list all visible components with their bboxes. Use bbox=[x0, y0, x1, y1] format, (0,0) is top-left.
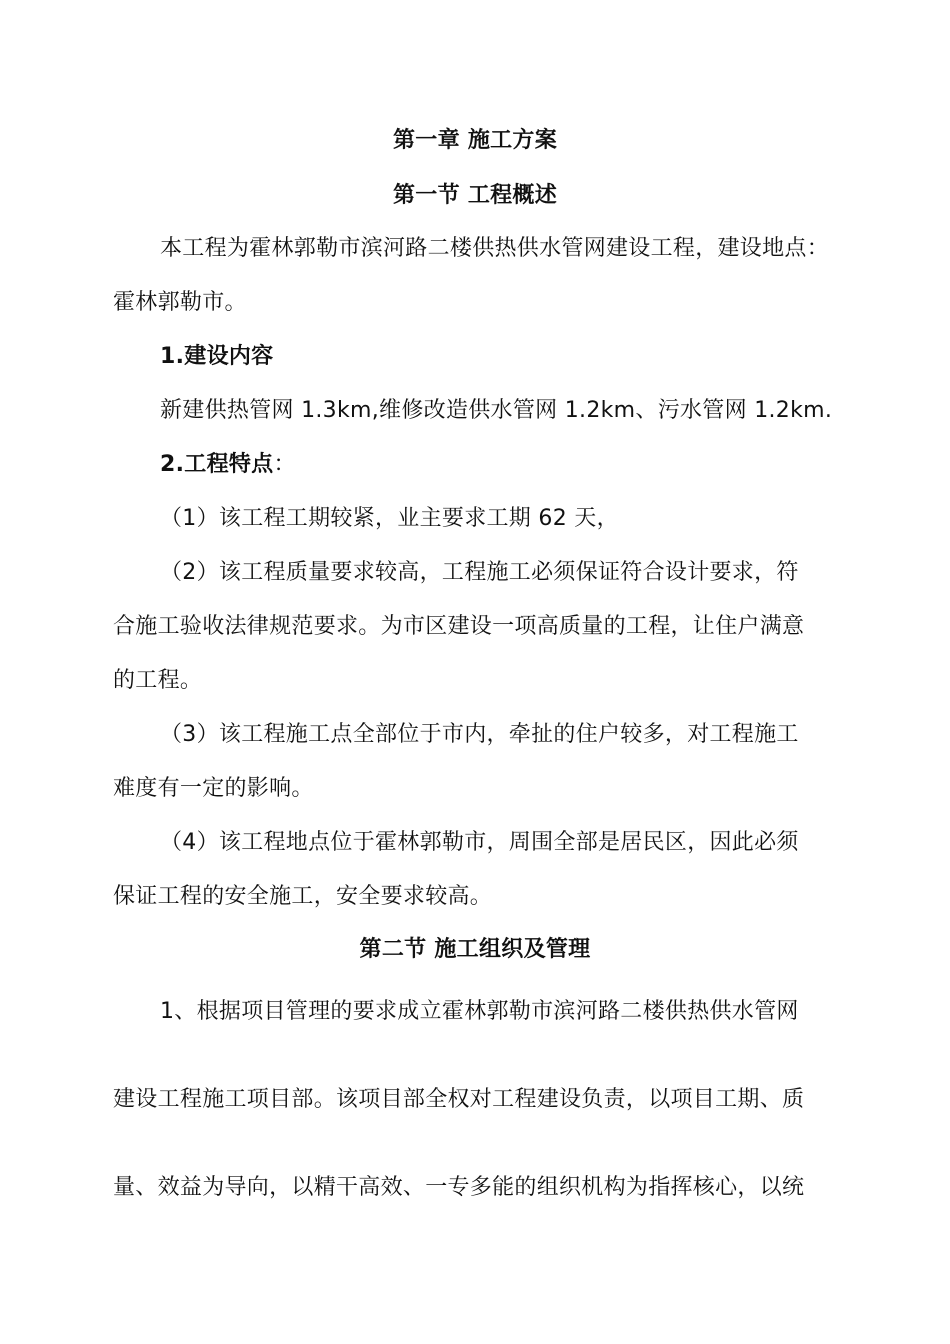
item2-heading-label: 2.工程特点 bbox=[160, 452, 274, 477]
chapter-title: 第一章 施工方案 bbox=[392, 128, 558, 153]
point2-line-2: 合施工验收法律规范要求。为市区建设一项高质量的工程，让住户满意 bbox=[113, 614, 805, 639]
item2-heading bbox=[160, 450, 296, 480]
section2-line-2: 建设工程施工项目部。该项目部全权对工程建设负责，以项目工期、质 bbox=[113, 1087, 805, 1112]
intro-line-2: 霍林郭勒市。 bbox=[113, 290, 247, 315]
section2-line-1: 1、根据项目管理的要求成立霍林郭勒市滨河路二楼供热供水管网 bbox=[160, 999, 799, 1024]
item2-heading-colon: ： bbox=[273, 452, 296, 477]
point3-line-2: 难度有一定的影响。 bbox=[113, 776, 314, 801]
point4-line-2: 保证工程的安全施工，安全要求较高。 bbox=[113, 884, 493, 909]
item1-heading: 1.建设内容 bbox=[160, 344, 274, 369]
point2-line-1: （2）该工程质量要求较高，工程施工必须保证符合设计要求，符 bbox=[160, 560, 799, 585]
point3-line-1: （3）该工程施工点全部位于市内，牵扯的住户较多，对工程施工 bbox=[160, 722, 799, 747]
section1-title: 第一节 工程概述 bbox=[392, 183, 558, 208]
section2-line-3: 量、效益为导向，以精干高效、一专多能的组织机构为指挥核心，以统 bbox=[113, 1175, 805, 1200]
item1-text: 新建供热管网 1.3km,维修改造供水管网 1.2km、污水管网 1.2km. bbox=[160, 398, 833, 423]
point2-line-3: 的工程。 bbox=[113, 668, 203, 693]
intro-line-1: 本工程为霍林郭勒市滨河路二楼供热供水管网建设工程，建设地点： bbox=[160, 236, 830, 261]
point1-line-1: （1）该工程工期较紧，业主要求工期 62 天， bbox=[160, 506, 619, 531]
point4-line-1: （4）该工程地点位于霍林郭勒市，周围全部是居民区，因此必须 bbox=[160, 830, 799, 855]
section2-title: 第二节 施工组织及管理 bbox=[359, 937, 591, 962]
